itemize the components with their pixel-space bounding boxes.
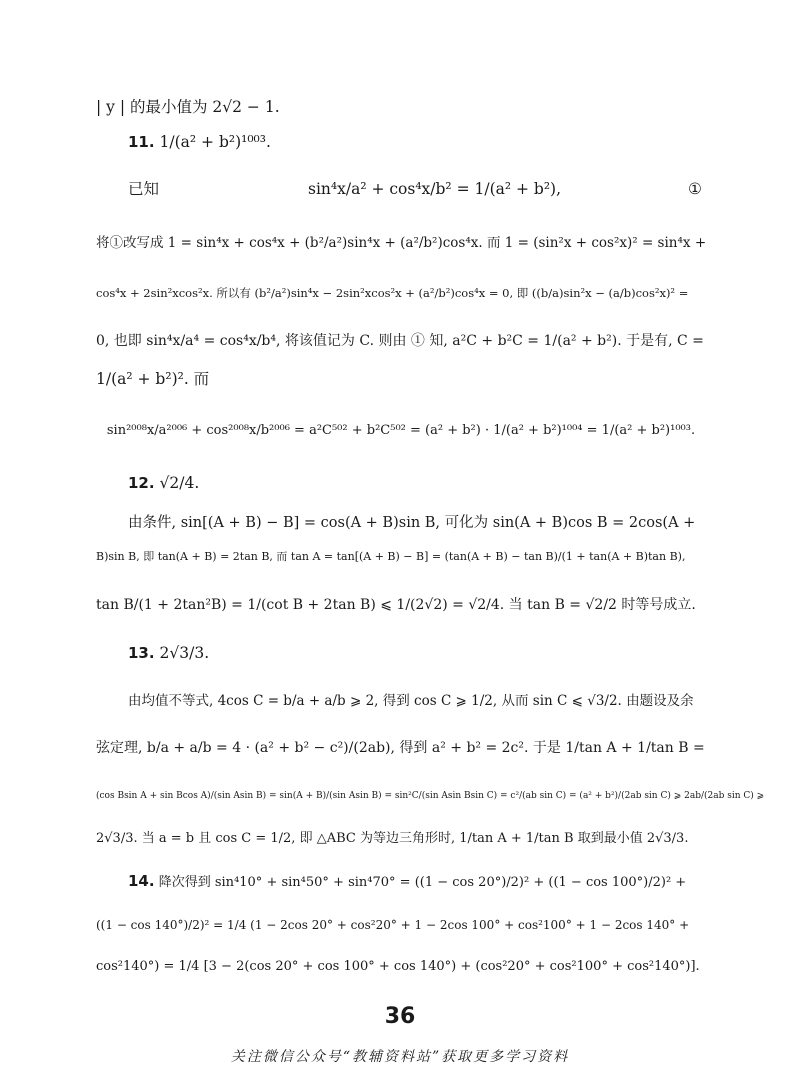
line-text: 弦定理, b/a + a/b = 4 · (a² + b² − c²)/(2ab), 得到 a² + b² = 2c². 于是 1/tan A + 1/tan B = <box>96 740 705 756</box>
text-line <box>128 512 706 534</box>
text-line <box>96 330 706 352</box>
text-line <box>96 546 706 568</box>
text-line <box>96 368 706 390</box>
text-line <box>96 282 706 304</box>
problem-number: 13. <box>128 644 155 662</box>
text-line <box>96 914 706 936</box>
answer-text: 1/(a² + b²)¹⁰⁰³. <box>159 133 271 151</box>
equation-line <box>96 420 706 442</box>
problem-number: 14. <box>128 872 155 890</box>
text-line <box>96 96 706 118</box>
line-text: B)sin B, 即 tan(A + B) = 2tan B, 而 tan A = tan[(A + B) − B] = (tan(A + B) − tan B)/(1 + tan(A + B)tan B), <box>96 550 686 563</box>
text-line <box>96 594 706 616</box>
equation: sin⁴x/a² + cos⁴x/b² = 1/(a² + b²), <box>308 180 562 198</box>
text-line <box>96 828 706 850</box>
line-text: (cos Bsin A + sin Bcos A)/(sin Asin B) = sin(A + B)/(sin Asin B) = sin²C/(sin Asin Bsin C) = c²/(ab sin C) = (a² + b²)/(2ab sin C) ⩾ 2ab/(2ab sin C) ⩾ <box>96 791 765 801</box>
given-label: 已知 <box>128 180 160 198</box>
text-line <box>96 737 706 759</box>
line-text: cos²140°) = 1/4 [3 − 2(cos 20° + cos 100° + cos 140°) + (cos²20° + cos²100° + cos²140°)]. <box>96 959 700 974</box>
answer-text: 2√3/3. <box>159 644 210 662</box>
line-text: 0, 也即 sin⁴x/a⁴ = cos⁴x/b⁴, 将该值记为 C. 则由 ① 知, a²C + b²C = 1/(a² + b²). 于是有, C = <box>96 333 704 349</box>
line-text: 2√3/3. 当 a = b 且 cos C = 1/2, 即 △ABC 为等边三角形时, 1/tan A + 1/tan B 取到最小值 2√3/3. <box>96 831 689 846</box>
line-text: | y | 的最小值为 2√2 − 1. <box>96 98 280 116</box>
problem-14 <box>128 870 706 894</box>
equation-tag: ① <box>688 180 702 198</box>
line-text: 1/(a² + b²)². 而 <box>96 370 210 388</box>
page-number: 36 <box>384 1004 416 1029</box>
equation: sin²⁰⁰⁸x/a²⁰⁰⁶ + cos²⁰⁰⁸x/b²⁰⁰⁶ = a²C⁵⁰² + b²C⁵⁰² = (a² + b²) · 1/(a² + b²)¹⁰⁰⁴ = 1/(a² + b²)¹⁰⁰³. <box>106 423 696 438</box>
problem-number: 11. <box>128 133 155 151</box>
problem-13-answer <box>128 642 738 664</box>
line-text: ((1 − cos 140°)/2)² = 1/4 (1 − 2cos 20° + cos²20° + 1 − 2cos 100° + cos²100° + 1 − 2cos 140° + <box>96 918 690 932</box>
line-text: 降次得到 sin⁴10° + sin⁴50° + sin⁴70° = ((1 − cos 20°)/2)² + ((1 − cos 100°)/2)² + <box>158 875 687 890</box>
problem-12-answer <box>128 472 738 494</box>
line-text: 将①改写成 1 = sin⁴x + cos⁴x + (b²/a²)sin⁴x + (a²/b²)cos⁴x. 而 1 = (sin²x + cos²x)² = sin⁴x + <box>96 235 707 251</box>
problem-number: 12. <box>128 474 155 492</box>
equation-line <box>128 178 718 200</box>
text-line <box>96 232 706 254</box>
line-text: cos⁴x + 2sin²xcos²x. 所以有 (b²/a²)sin⁴x − 2sin²xcos²x + (a²/b²)cos⁴x = 0, 即 ((b/a)sin²x − (a/b)cos²x)² = <box>96 286 689 300</box>
footer-note: 关注微信公众号“教辅资料站”获取更多学习资料 <box>230 1049 570 1065</box>
text-line <box>96 785 765 807</box>
text-line <box>128 690 706 712</box>
text-line <box>96 956 706 978</box>
problem-11-answer <box>128 131 738 153</box>
line-text: tan B/(1 + 2tan²B) = 1/(cot B + 2tan B) ⩽ 1/(2√2) = √2/4. 当 tan B = √2/2 时等号成立. <box>96 597 696 613</box>
line-text: 由均值不等式, 4cos C = b/a + a/b ⩾ 2, 得到 cos C ⩾ 1/2, 从而 sin C ⩽ √3/2. 由题设及余 <box>128 693 694 709</box>
answer-text: √2/4. <box>159 474 200 492</box>
line-text: 由条件, sin[(A + B) − B] = cos(A + B)sin B, 可化为 sin(A + B)cos B = 2cos(A + <box>128 515 696 531</box>
